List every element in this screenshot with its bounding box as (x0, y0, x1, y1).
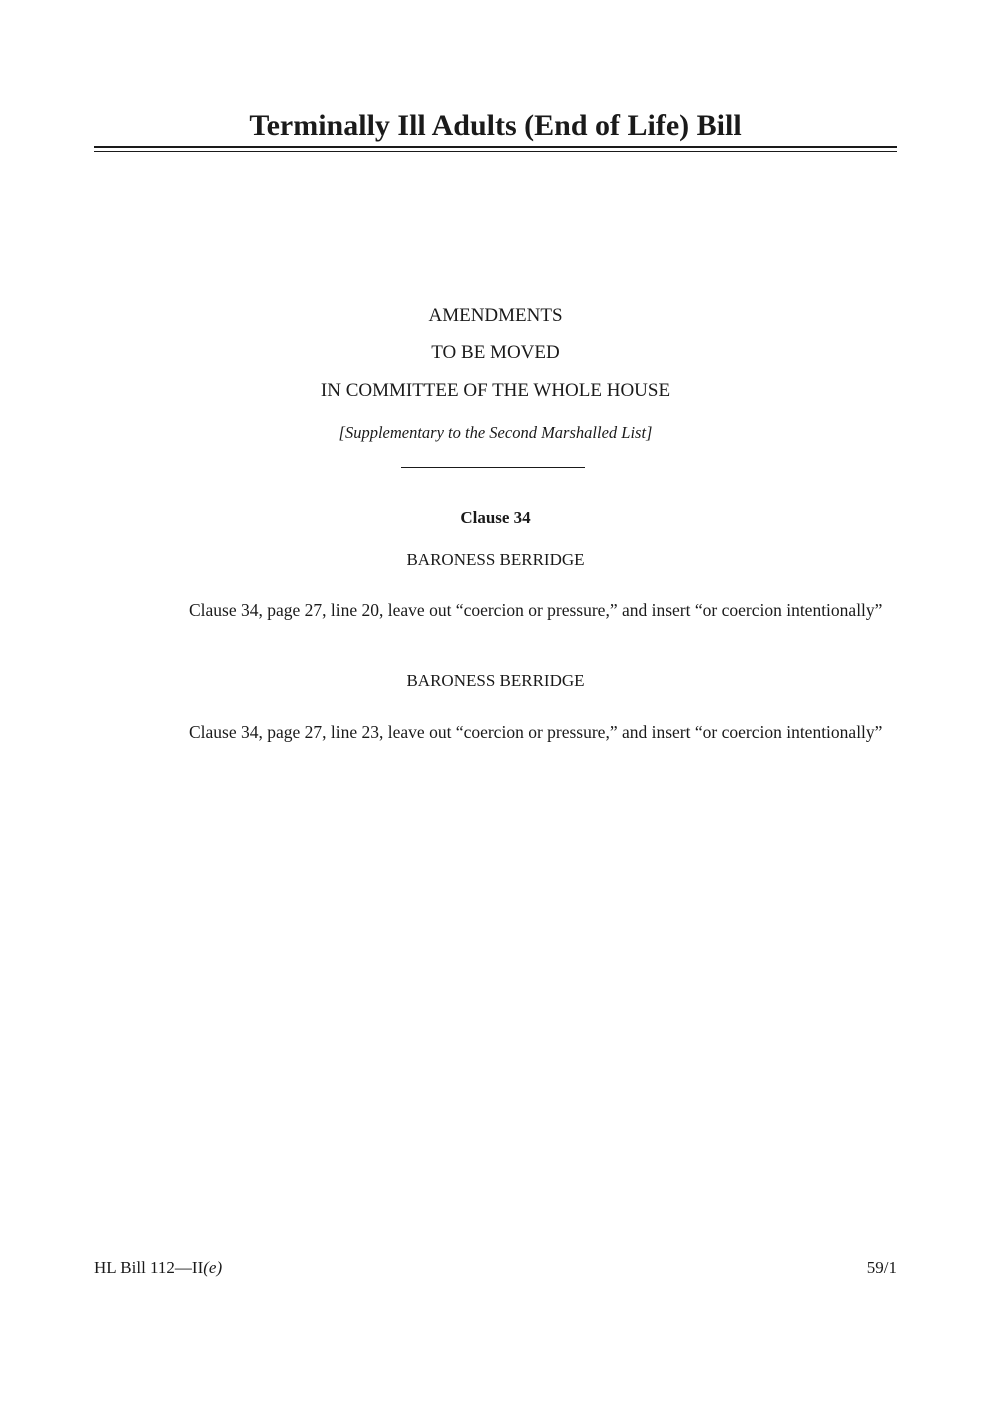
page-reference: 59/1 (866, 1258, 897, 1277)
section-divider (401, 467, 585, 468)
bill-reference-number: HL Bill 112—II (94, 1258, 204, 1277)
heading-amendments: AMENDMENTS (428, 305, 563, 326)
amendment-text: Clause 34, page 27, line 23, leave out “coercion or pressure,” and insert “or coercion intentionally” (189, 722, 883, 742)
heading-to-be-moved: TO BE MOVED (431, 342, 560, 363)
heading-committee: IN COMMITTEE OF THE WHOLE HOUSE (320, 380, 671, 401)
title-double-rule (94, 146, 897, 152)
bill-reference (94, 1257, 222, 1279)
subtitle-supplementary: [Supplementary to the Second Marshalled List] (338, 423, 653, 442)
clause-heading: Clause 34 (460, 508, 531, 527)
page-title: Terminally Ill Adults (End of Life) Bill (249, 109, 742, 142)
amendment-text: Clause 34, page 27, line 20, leave out “coercion or pressure,” and insert “or coercion intentionally” (189, 600, 883, 620)
amendment-member-name: BARONESS BERRIDGE (406, 671, 585, 690)
amendment-member-name: BARONESS BERRIDGE (406, 550, 585, 569)
bill-reference-suffix: (e) (203, 1258, 223, 1277)
